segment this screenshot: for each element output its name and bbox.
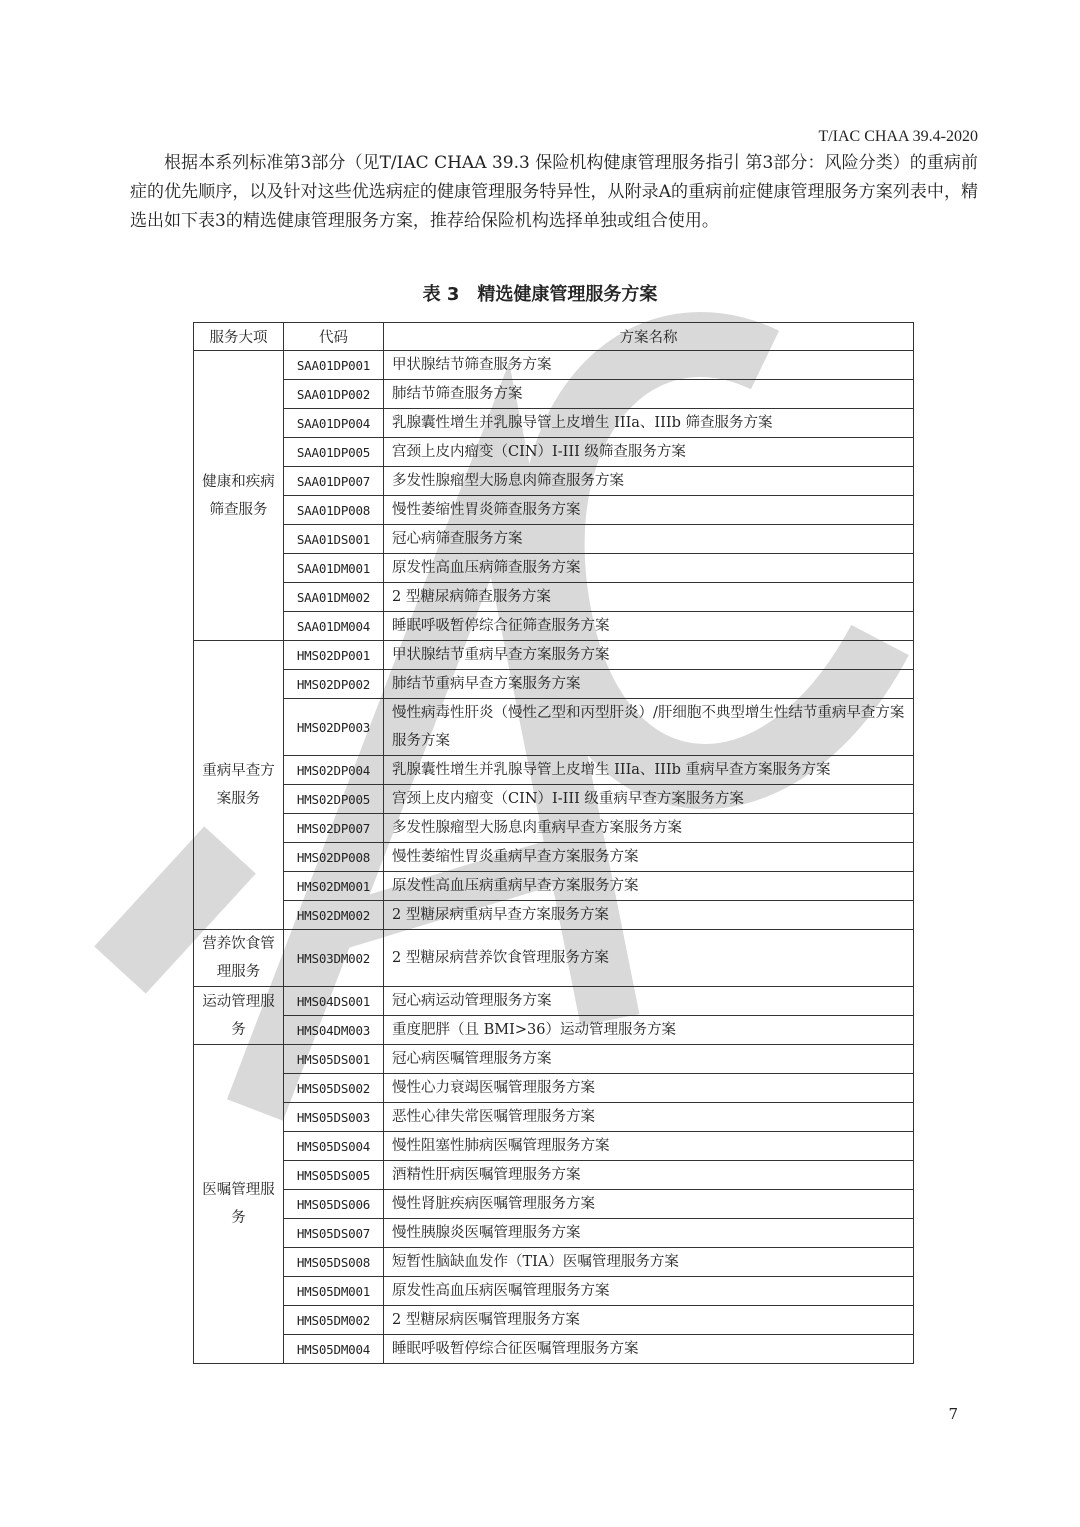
plan-name-cell: 甲状腺结节重病早查方案服务方案 [384, 641, 914, 670]
code-cell: HMS02DP005 [284, 785, 384, 814]
plan-name-cell: 恶性心律失常医嘱管理服务方案 [384, 1103, 914, 1132]
code-cell: HMS05DS003 [284, 1103, 384, 1132]
plan-name-cell: 睡眠呼吸暂停综合征医嘱管理服务方案 [384, 1335, 914, 1364]
plan-name-cell: 原发性高血压病医嘱管理服务方案 [384, 1277, 914, 1306]
plan-name-cell: 宫颈上皮内瘤变（CIN）I-III 级重病早查方案服务方案 [384, 785, 914, 814]
header-plan-name: 方案名称 [384, 323, 914, 351]
plan-name-cell: 肺结节重病早查方案服务方案 [384, 670, 914, 699]
plan-name-cell: 原发性高血压病筛查服务方案 [384, 554, 914, 583]
table-row [194, 756, 914, 785]
code-cell: HMS04DS001 [284, 987, 384, 1016]
table-row [194, 380, 914, 409]
plan-name-cell: 乳腺囊性增生并乳腺导管上皮增生 IIIa、IIIb 重病早查方案服务方案 [384, 756, 914, 785]
plan-name-cell: 冠心病运动管理服务方案 [384, 987, 914, 1016]
category-cell: 营养饮食管理服务 [194, 930, 284, 987]
code-cell: SAA01DP001 [284, 351, 384, 380]
code-cell: HMS05DS007 [284, 1219, 384, 1248]
plan-name-cell: 慢性病毒性肝炎（慢性乙型和丙型肝炎）/肝细胞不典型增生性结节重病早查方案服务方案 [384, 699, 914, 756]
table-row [194, 1248, 914, 1277]
code-cell: HMS05DM002 [284, 1306, 384, 1335]
table-row [194, 670, 914, 699]
table-row [194, 1132, 914, 1161]
document-id: T/IAC CHAA 39.4-2020 [818, 128, 978, 145]
table-row [194, 843, 914, 872]
table-row [194, 814, 914, 843]
plan-name-cell: 短暂性脑缺血发作（TIA）医嘱管理服务方案 [384, 1248, 914, 1277]
table-row [194, 496, 914, 525]
plan-name-cell: 宫颈上皮内瘤变（CIN）I-III 级筛查服务方案 [384, 438, 914, 467]
table-row [194, 1161, 914, 1190]
plan-name-cell: 重度肥胖（且 BMI>36）运动管理服务方案 [384, 1016, 914, 1045]
plan-name-cell: 慢性萎缩性胃炎重病早查方案服务方案 [384, 843, 914, 872]
code-cell: HMS02DP007 [284, 814, 384, 843]
intro-paragraph: 根据本系列标准第3部分（见T/IAC CHAA 39.3 保险机构健康管理服务指引 第3部分：风险分类）的重病前症的优先顺序，以及针对这些优选病症的健康管理服务特异性，从附录A的重病前症健康管理服务方案列表中，精选出如下表3的精选健康管理服务方案，推荐给保险机构选择单独或组合使用。 [130, 153, 978, 231]
table-row [194, 554, 914, 583]
plan-name-cell: 甲状腺结节筛查服务方案 [384, 351, 914, 380]
service-plan-table [193, 322, 914, 1364]
code-cell: HMS04DM003 [284, 1016, 384, 1045]
code-cell: HMS05DS008 [284, 1248, 384, 1277]
plan-name-cell: 慢性肾脏疾病医嘱管理服务方案 [384, 1190, 914, 1219]
table-row [194, 1103, 914, 1132]
category-cell: 医嘱管理服务 [194, 1045, 284, 1364]
table-row [194, 641, 914, 670]
plan-name-cell: 多发性腺瘤型大肠息肉重病早查方案服务方案 [384, 814, 914, 843]
table-row [194, 872, 914, 901]
plan-name-cell: 原发性高血压病重病早查方案服务方案 [384, 872, 914, 901]
code-cell: SAA01DP004 [284, 409, 384, 438]
table-row [194, 525, 914, 554]
header-code: 代码 [284, 323, 384, 351]
plan-name-cell: 2 型糖尿病重病早查方案服务方案 [384, 901, 914, 930]
table-row [194, 467, 914, 496]
code-cell: HMS03DM002 [284, 930, 384, 987]
category-cell: 健康和疾病筛查服务 [194, 351, 284, 641]
table-row [194, 785, 914, 814]
plan-name-cell: 慢性胰腺炎医嘱管理服务方案 [384, 1219, 914, 1248]
header-category: 服务大项 [194, 323, 284, 351]
code-cell: HMS02DP002 [284, 670, 384, 699]
table-row [194, 1074, 914, 1103]
plan-name-cell: 睡眠呼吸暂停综合征筛查服务方案 [384, 612, 914, 641]
plan-name-cell: 慢性阻塞性肺病医嘱管理服务方案 [384, 1132, 914, 1161]
table-body [194, 351, 914, 1364]
code-cell: HMS05DS005 [284, 1161, 384, 1190]
table-title: 表 3 精选健康管理服务方案 [422, 284, 658, 305]
code-cell: SAA01DP005 [284, 438, 384, 467]
table-row [194, 699, 914, 756]
table-row [194, 1306, 914, 1335]
code-cell: HMS05DM004 [284, 1335, 384, 1364]
table-row [194, 583, 914, 612]
category-cell: 重病早查方案服务 [194, 641, 284, 930]
code-cell: HMS05DS006 [284, 1190, 384, 1219]
plan-name-cell: 2 型糖尿病营养饮食管理服务方案 [384, 930, 914, 987]
table-row [194, 1335, 914, 1364]
code-cell: SAA01DP008 [284, 496, 384, 525]
table-row [194, 612, 914, 641]
category-cell: 运动管理服务 [194, 987, 284, 1045]
table-row [194, 1045, 914, 1074]
code-cell: SAA01DM002 [284, 583, 384, 612]
code-cell: HMS05DS004 [284, 1132, 384, 1161]
table-row [194, 1190, 914, 1219]
code-cell: HMS02DP001 [284, 641, 384, 670]
plan-name-cell: 慢性心力衰竭医嘱管理服务方案 [384, 1074, 914, 1103]
code-cell: HMS02DP003 [284, 699, 384, 756]
table-row [194, 901, 914, 930]
code-cell: HMS02DM001 [284, 872, 384, 901]
plan-name-cell: 冠心病医嘱管理服务方案 [384, 1045, 914, 1074]
code-cell: SAA01DM001 [284, 554, 384, 583]
plan-name-cell: 乳腺囊性增生并乳腺导管上皮增生 IIIa、IIIb 筛查服务方案 [384, 409, 914, 438]
plan-name-cell: 2 型糖尿病医嘱管理服务方案 [384, 1306, 914, 1335]
table-row [194, 351, 914, 380]
code-cell: HMS02DP004 [284, 756, 384, 785]
code-cell: HMS02DP008 [284, 843, 384, 872]
code-cell: HMS05DM001 [284, 1277, 384, 1306]
code-cell: SAA01DP002 [284, 380, 384, 409]
table-row [194, 930, 914, 987]
page-number: 7 [948, 1405, 958, 1423]
code-cell: HMS02DM002 [284, 901, 384, 930]
code-cell: HMS05DS001 [284, 1045, 384, 1074]
plan-name-cell: 酒精性肝病医嘱管理服务方案 [384, 1161, 914, 1190]
code-cell: HMS05DS002 [284, 1074, 384, 1103]
code-cell: SAA01DP007 [284, 467, 384, 496]
plan-name-cell: 2 型糖尿病筛查服务方案 [384, 583, 914, 612]
plan-name-cell: 多发性腺瘤型大肠息肉筛查服务方案 [384, 467, 914, 496]
table-header-row [194, 323, 914, 351]
table-row [194, 1016, 914, 1045]
table-row [194, 1277, 914, 1306]
plan-name-cell: 冠心病筛查服务方案 [384, 525, 914, 554]
code-cell: SAA01DS001 [284, 525, 384, 554]
table-row [194, 409, 914, 438]
table-row [194, 987, 914, 1016]
plan-name-cell: 慢性萎缩性胃炎筛查服务方案 [384, 496, 914, 525]
code-cell: SAA01DM004 [284, 612, 384, 641]
table-row [194, 1219, 914, 1248]
table-row [194, 438, 914, 467]
plan-name-cell: 肺结节筛查服务方案 [384, 380, 914, 409]
